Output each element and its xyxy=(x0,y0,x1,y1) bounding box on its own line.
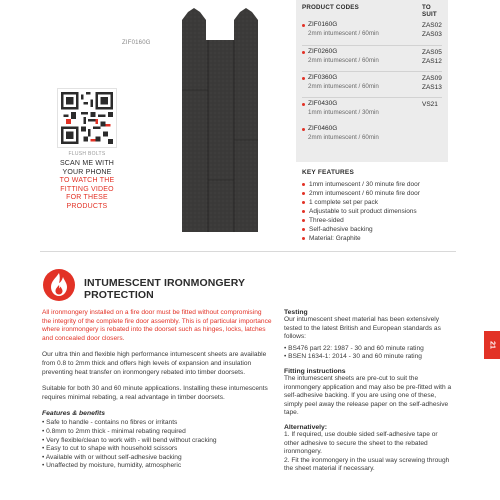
product-codes-panel xyxy=(296,0,448,162)
product-desc: 2mm intumescent / 60min xyxy=(308,30,379,37)
code-row xyxy=(302,71,442,97)
product-code: ZIF0260G xyxy=(308,48,338,55)
product-image xyxy=(150,0,290,232)
product-desc: 1mm intumescent / 30min xyxy=(308,109,379,116)
bullet-icon xyxy=(302,24,305,27)
code-row xyxy=(302,19,442,45)
section-title xyxy=(84,277,245,301)
qr-caption-video: TO WATCH THE FITTING VIDEO FOR THESE PRODUCTS xyxy=(59,177,115,210)
list-item: 1. If required, use double sided self-adhesive tape or other adhesive to secure the sheet to the rebated ironmongery. xyxy=(284,430,438,456)
codes-header xyxy=(302,4,442,16)
list-item: 2mm intumescent / 60 minute fire door xyxy=(302,189,420,198)
suit-code: ZAS05 xyxy=(422,49,442,56)
testing-heading: Testing xyxy=(284,309,308,316)
suit-code: ZAS09 xyxy=(422,75,442,82)
page-number: 21 xyxy=(488,341,496,349)
left-column xyxy=(42,309,272,471)
figure-label: ZIF0160G xyxy=(122,40,151,46)
features-benefits-list xyxy=(42,419,272,471)
product-desc: 2mm intumescent / 60min xyxy=(308,57,379,64)
section-title-line: PROTECTION xyxy=(84,289,154,301)
suit-code: ZAS02 xyxy=(422,22,442,29)
code-row xyxy=(302,123,442,149)
key-features-title: KEY FEATURES xyxy=(302,169,355,176)
bullet-icon xyxy=(302,103,305,106)
body-paragraph: Suitable for both 30 and 60 minute applications. Installing these intumescents requires minimal rebating, a real advantage in timber doorsets. xyxy=(42,385,268,401)
code-row xyxy=(302,45,442,71)
suit-codes xyxy=(422,48,442,66)
product-code: ZIF0360G xyxy=(308,74,338,81)
alternatively-heading: Alternatively: xyxy=(284,423,328,431)
page-number-tab xyxy=(484,331,500,359)
product-desc: 2mm intumescent / 60min xyxy=(308,134,379,141)
flame-icon xyxy=(42,268,76,302)
testing-list xyxy=(284,345,454,362)
list-item: • BSEN 1634-1: 2014 - 30 and 60 minute rating xyxy=(284,353,422,361)
product-code: ZIF0430G xyxy=(308,100,338,107)
to-suit-heading: TO SUIT xyxy=(422,4,437,18)
section-title-line: INTUMESCENT IRONMONGERY xyxy=(84,277,246,289)
fitting-heading: Fitting instructions xyxy=(284,367,346,375)
list-item: • Available with or without self-adhesive backing xyxy=(42,453,182,461)
list-item: Self-adhesive backing xyxy=(302,225,420,234)
list-item: • Very flexible/clean to work with - will bend without cracking xyxy=(42,436,217,444)
list-item: Material: Graphite xyxy=(302,234,420,243)
suit-code: ZAS03 xyxy=(422,31,442,38)
key-features-list xyxy=(302,180,420,243)
product-codes-heading: PRODUCT CODES xyxy=(302,4,359,11)
list-item: Adjustable to suit product dimensions xyxy=(302,207,420,216)
suit-code: VS21 xyxy=(422,101,438,108)
suit-codes xyxy=(422,21,442,39)
qr-block xyxy=(57,88,117,211)
product-code: ZIF0160G xyxy=(308,21,338,28)
code-row xyxy=(302,97,442,123)
qr-caption-scan: SCAN ME WITH YOUR PHONE xyxy=(59,160,115,176)
list-item: 2. Fit the ironmongery in the usual way screwing through the sheet material if necessary. xyxy=(284,456,450,473)
bullet-icon xyxy=(302,51,305,54)
body-paragraph: Our ultra thin and flexible high performance intumescent sheets are available from 0.8 to 2mm thick and offers high levels of expansion and insulation preventing heat transfer on ironmongery rebated into timber doorsets. xyxy=(42,351,267,376)
right-column xyxy=(284,309,454,474)
list-item: 1mm intumescent / 30 minute fire door xyxy=(302,180,420,189)
suit-code: ZAS12 xyxy=(422,58,442,65)
alternatively-list xyxy=(284,431,454,474)
list-item: • 0.8mm to 2mm thick - minimal rebating required xyxy=(42,427,186,435)
suit-code: ZAS13 xyxy=(422,84,442,91)
list-item: • Safe to handle - contains no fibres or irritants xyxy=(42,419,178,427)
list-item: • Unaffected by moisture, humidity, atmospheric xyxy=(42,462,182,470)
qr-caption xyxy=(57,160,117,211)
list-item: Three-sided xyxy=(302,216,420,225)
testing-text: Our intumescent sheet material has been extensively tested to the latest British and European standards as follows: xyxy=(284,316,441,341)
list-item: 1 complete set per pack xyxy=(302,198,420,207)
list-item: • BS476 part 22: 1987 - 30 and 60 minute rating xyxy=(284,344,424,352)
product-desc: 2mm intumescent / 60min xyxy=(308,83,379,90)
qr-product-label: FLUSH BOLTS xyxy=(68,151,106,157)
suit-codes xyxy=(422,100,438,109)
section-divider xyxy=(40,251,456,252)
suit-codes xyxy=(422,74,442,92)
features-benefits-heading: Features & benefits xyxy=(42,410,106,418)
intro-paragraph: All ironmongery installed on a fire door must be fitted without compromising the integrity of the complete fire door assembly. This is of particular importance where ironmongery is rebated into the doorset such as hinges, locks, latches and concealed door closers. xyxy=(42,309,272,342)
codes-rows xyxy=(302,19,442,149)
bullet-icon xyxy=(302,77,305,80)
qr-code[interactable] xyxy=(57,88,117,148)
bullet-icon xyxy=(302,128,305,131)
product-code: ZIF0460G xyxy=(308,125,338,132)
fitting-text: The intumescent sheets are pre-cut to suit the ironmongery application and may also be pre-fitted with a self-adhesive backing. If you are using one of these, simply peel away the release paper on the self-adhesive tape. xyxy=(284,374,452,417)
list-item: • Easy to cut to shape with household scissors xyxy=(42,445,178,453)
